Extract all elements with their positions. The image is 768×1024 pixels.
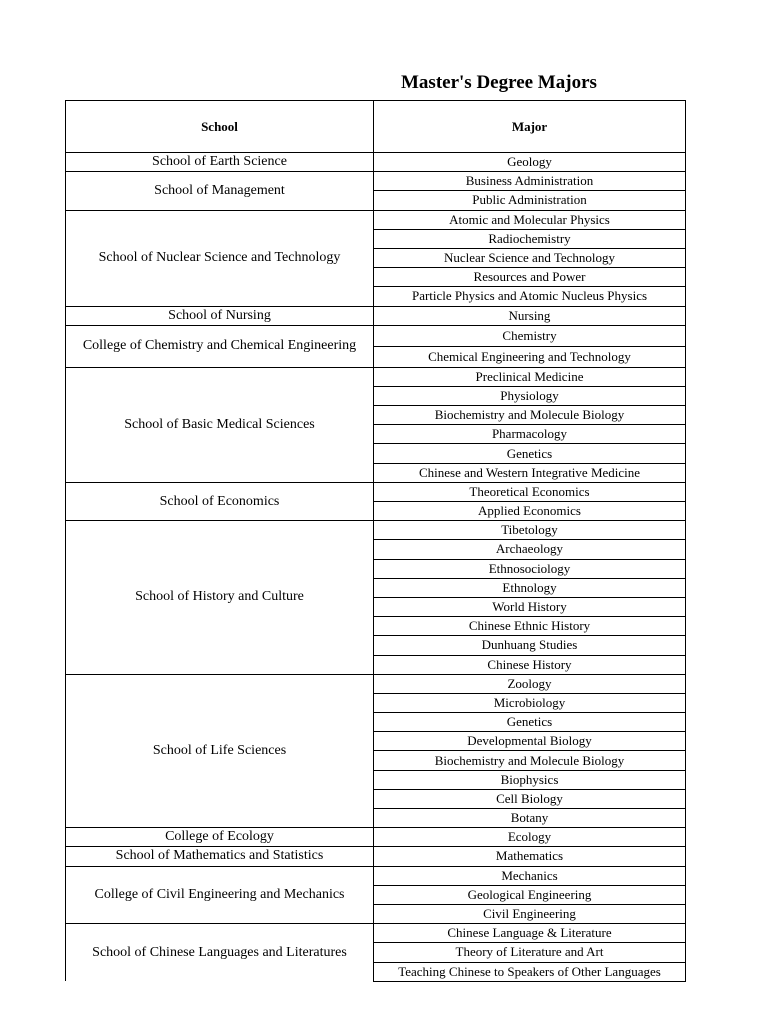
school-cell: School of Chinese Languages and Literatures	[66, 924, 374, 982]
major-cell: Nuclear Science and Technology	[374, 248, 686, 267]
table-row	[66, 172, 686, 191]
table-row	[66, 866, 686, 885]
major-cell: Ecology	[374, 828, 686, 847]
major-cell: Preclinical Medicine	[374, 367, 686, 386]
school-cell: School of Management	[66, 172, 374, 210]
table-row	[66, 210, 686, 229]
school-cell: School of Nursing	[66, 306, 374, 325]
major-cell: Developmental Biology	[374, 732, 686, 751]
major-column-header: Major	[374, 101, 686, 153]
major-cell: Radiochemistry	[374, 229, 686, 248]
major-cell: Geology	[374, 153, 686, 172]
school-cell: School of Basic Medical Sciences	[66, 367, 374, 482]
majors-table	[65, 100, 686, 982]
school-column-header: School	[66, 101, 374, 153]
major-cell: Geological Engineering	[374, 885, 686, 904]
table-row	[66, 828, 686, 847]
major-cell: World History	[374, 597, 686, 616]
major-cell: Cell Biology	[374, 789, 686, 808]
page-title: Master's Degree Majors	[401, 72, 597, 93]
table-body	[66, 153, 686, 982]
major-cell: Business Administration	[374, 172, 686, 191]
major-cell: Tibetology	[374, 521, 686, 540]
table-row	[66, 367, 686, 386]
major-cell: Pharmacology	[374, 425, 686, 444]
major-cell: Biochemistry and Molecule Biology	[374, 406, 686, 425]
major-cell: Genetics	[374, 444, 686, 463]
major-cell: Ethnology	[374, 578, 686, 597]
major-cell: Teaching Chinese to Speakers of Other Languages	[374, 962, 686, 981]
major-cell: Atomic and Molecular Physics	[374, 210, 686, 229]
major-cell: Ethnosociology	[374, 559, 686, 578]
major-cell: Botany	[374, 809, 686, 828]
school-cell: College of Ecology	[66, 828, 374, 847]
school-cell: College of Civil Engineering and Mechanics	[66, 866, 374, 924]
major-cell: Physiology	[374, 386, 686, 405]
major-cell: Biochemistry and Molecule Biology	[374, 751, 686, 770]
table-row	[66, 521, 686, 540]
table-row	[66, 153, 686, 172]
table-row	[66, 924, 686, 943]
school-cell: School of Earth Science	[66, 153, 374, 172]
table-header-row	[66, 101, 686, 153]
major-cell: Chinese and Western Integrative Medicine	[374, 463, 686, 482]
major-cell: Microbiology	[374, 693, 686, 712]
major-cell: Applied Economics	[374, 502, 686, 521]
major-cell: Mechanics	[374, 866, 686, 885]
table-row	[66, 306, 686, 325]
major-cell: Archaeology	[374, 540, 686, 559]
school-cell: School of Economics	[66, 482, 374, 520]
major-cell: Theory of Literature and Art	[374, 943, 686, 962]
major-cell: Civil Engineering	[374, 904, 686, 923]
major-cell: Public Administration	[374, 191, 686, 210]
major-cell: Chinese Ethnic History	[374, 617, 686, 636]
major-cell: Biophysics	[374, 770, 686, 789]
school-cell: School of Nuclear Science and Technology	[66, 210, 374, 306]
school-cell: School of Life Sciences	[66, 674, 374, 828]
major-cell: Theoretical Economics	[374, 482, 686, 501]
table-row	[66, 482, 686, 501]
major-cell: Resources and Power	[374, 268, 686, 287]
major-cell: Chemical Engineering and Technology	[374, 346, 686, 367]
major-cell: Chinese History	[374, 655, 686, 674]
major-cell: Mathematics	[374, 847, 686, 866]
major-cell: Chinese Language & Literature	[374, 924, 686, 943]
table-row	[66, 325, 686, 346]
major-cell: Zoology	[374, 674, 686, 693]
major-cell: Particle Physics and Atomic Nucleus Physics	[374, 287, 686, 306]
table-row	[66, 847, 686, 866]
school-cell: College of Chemistry and Chemical Engineering	[66, 325, 374, 367]
major-cell: Nursing	[374, 306, 686, 325]
major-cell: Genetics	[374, 713, 686, 732]
table-row	[66, 674, 686, 693]
school-cell: School of History and Culture	[66, 521, 374, 675]
school-cell: School of Mathematics and Statistics	[66, 847, 374, 866]
major-cell: Dunhuang Studies	[374, 636, 686, 655]
major-cell: Chemistry	[374, 325, 686, 346]
